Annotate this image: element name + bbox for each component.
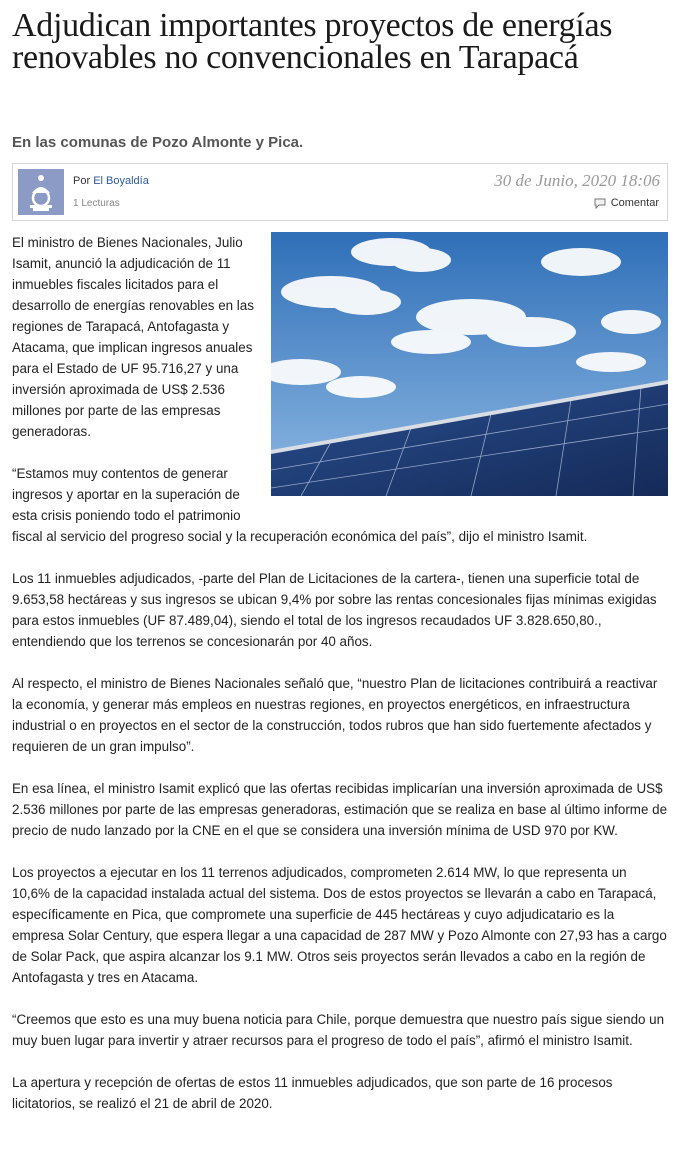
article-subtitle: En las comunas de Pozo Almonte y Pica.: [12, 134, 304, 151]
read-count: 1 Lecturas: [73, 198, 120, 209]
comment-icon: [594, 198, 606, 209]
article-title: Adjudican importantes proyectos de energías renovables no convencionales en Tarapacá: [12, 7, 613, 76]
byline-prefix: Por: [73, 175, 91, 187]
publish-date: 30 de Junio, 2020 18:06: [494, 171, 660, 190]
article-body: [12, 232, 668, 1114]
paragraph-3: Los 11 inmuebles adjudicados, -parte del Plan de Licitaciones de la cartera-, tienen una superficie total de 9.653,58 hectáreas y sus ingresos se ubican 9,4% por sobre las rentas concesionales fijas mínimas exigidas para estos inmuebles (UF 87.489,04), siendo el total de los ingresos recaudados UF 3.828.650,80., entendiendo que los terrenos se concesionarán por 40 años.: [12, 571, 657, 649]
paragraph-1: El ministro de Bienes Nacionales, Julio Isamit, anunció la adjudicación de 11 inmuebles fiscales licitados para el desarrollo de energías renovables en las regiones de Tarapacá, Antofagasta y Atacama, que implican ingresos anuales para el Estado de UF 95.716,27 y una inversión aproximada de US$ 2.536 millones por parte de las empresas generadoras.: [12, 235, 254, 439]
paragraph-6: Los proyectos a ejecutar en los 11 terrenos adjudicados, comprometen 2.614 MW, lo que representa un 10,6% de la capacidad instalada actual del sistema. Dos de estos proyectos se llevarán a cabo en Tarapacá, específicamente en Pica, que compromete una superficie de 445 hectáreas y cuyo adjudicatario es la empresa Solar Century, que espera llegar a una capacidad de 287 MW y Pozo Almonte con 27,93 has a cargo de Solar Pack, que aspira alcanzar los 9.1 MW. Otros seis proyectos serán llevados a cabo en la región de Antofagasta y tres en Atacama.: [12, 865, 667, 985]
comment-label: Comentar: [610, 197, 659, 209]
comment-button[interactable]: [594, 197, 659, 209]
paragraph-2-quote-start: “Estamos muy contentos de generar ingresos y aportar en la superación de esta crisis poniendo todo el patrimonio: [12, 466, 241, 523]
article-meta: [12, 163, 668, 221]
paragraph-5: En esa línea, el ministro Isamit explicó que las ofertas recibidas implicarían una inversión aproximada de US$ 2.536 millones por parte de las empresas generadoras, estimación que se realiza en base al último informe de precio de nudo lanzado por la CNE en el que se considera una inversión mínima de USD 970 por KW.: [12, 781, 668, 838]
avatar-logo-icon: [18, 169, 64, 215]
author-link[interactable]: El Boyaldía: [93, 175, 149, 187]
byline: [73, 175, 149, 187]
paragraph-7: “Creemos que esto es una muy buena noticia para Chile, porque demuestra que nuestro país sigue siendo un muy buen lugar para invertir y atraer recursos para el progreso de todo el país”, afirmó el ministro Isamit.: [12, 1012, 665, 1048]
avatar[interactable]: [18, 169, 64, 215]
paragraph-2-quote-end: fiscal al servicio del progreso social y la recuperación económica del país”, dijo el ministro Isamit.: [12, 529, 588, 544]
paragraph-4: Al respecto, el ministro de Bienes Nacionales señaló que, “nuestro Plan de licitaciones contribuirá a reactivar la economía, y generar más empleos en nuestras regiones, en proyectos energéticos, en infraestructura industrial o en proyectos en el sector de la construcción, todos rubros que han sido fuertemente afectados y requieren de un gran impulso”.: [12, 676, 658, 754]
paragraph-8: La apertura y recepción de ofertas de estos 11 inmuebles adjudicados, que son parte de 16 procesos licitatorios, se realizó el 21 de abril de 2020.: [12, 1075, 613, 1111]
